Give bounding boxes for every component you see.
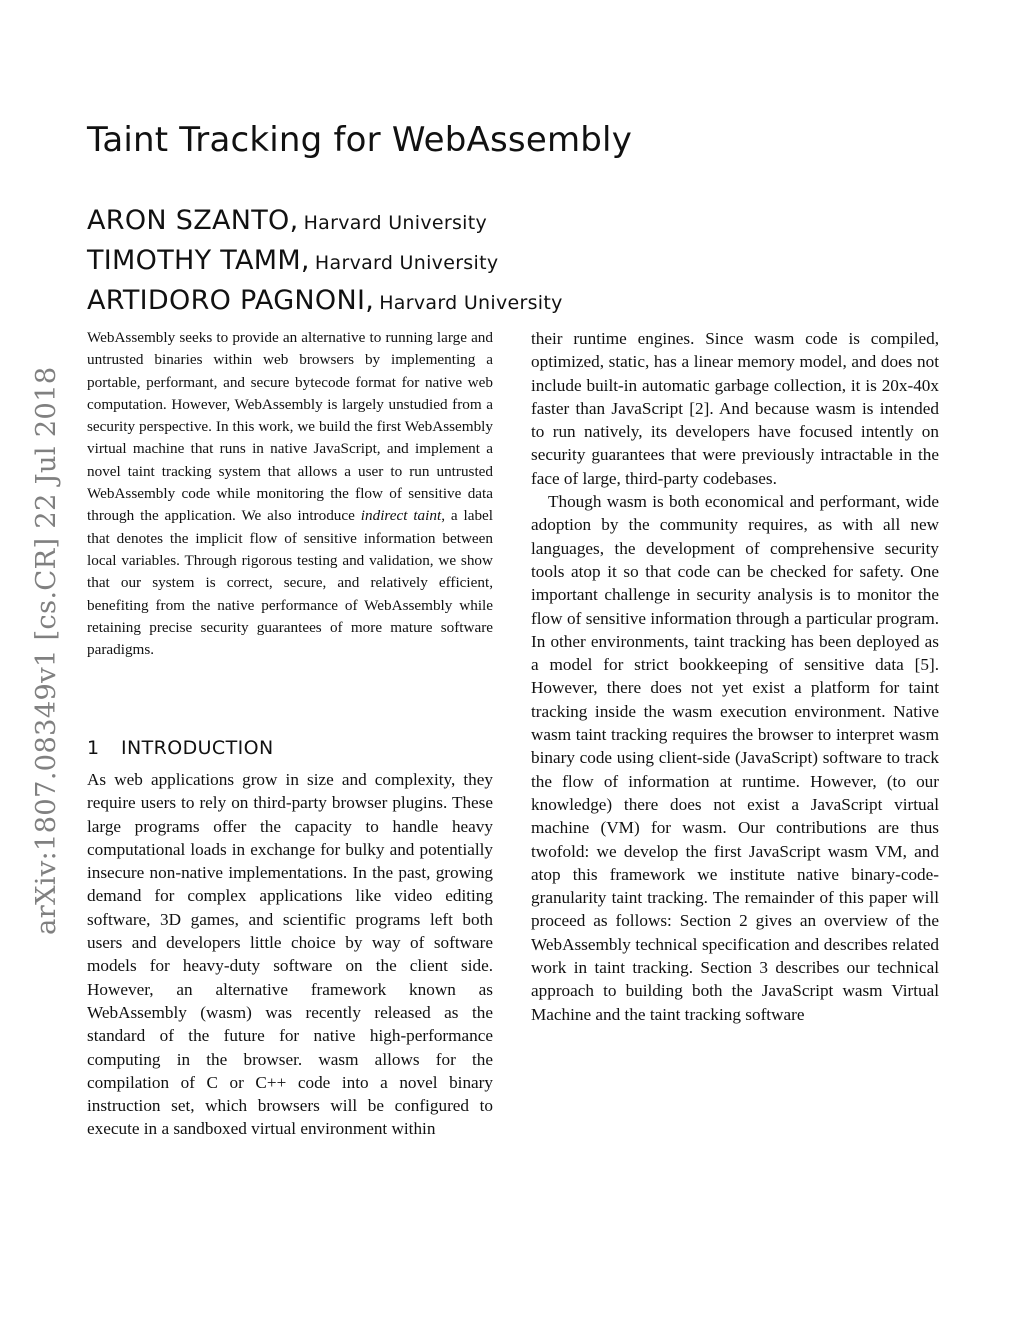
- intro-paragraph-continued: their runtime engines. Since wasm code is compiled, optimized, static, has a linear memory model, and does not include built-in automatic garbage collection, it is 20x-40x faster than JavaScript [2]. And because wasm is intended to run natively, its developers have focused intently on security guarantees that were previously intractable in the face of large, third-party codebases.: [531, 329, 939, 488]
- author-name: TIMOTHY TAMM,: [87, 245, 310, 276]
- abstract-text-continued: , a label that denotes the implicit flow of sensitive information between local variables. Through rigorous testing and validation, we show that our system is correct, secure, and relatively efficient, benefiting from the native performance of WebAssembly while retaining precise security guarantees of more mature software paradigms.: [87, 507, 494, 659]
- section-number: 1: [87, 737, 100, 759]
- abstract-emphasis: indirect taint: [360, 507, 442, 525]
- author-affiliation: Harvard University: [303, 212, 488, 234]
- abstract-text: WebAssembly seeks to provide an alternative to running large and untrusted binaries within web browsers by implementing a portable, performant, and secure bytecode format for native web computation. However, WebAssembly is largely unstudied from a security perspective. In this work, we build the first WebAssembly virtual machine that runs in native JavaScript, and implement a novel taint tracking system that allows a user to run untrusted WebAssembly code while monitoring the flow of sensitive data through the application. We also introduce: [87, 329, 493, 525]
- intro-paragraph-left: As web applications grow in size and complexity, they require users to rely on third-party browser plugins. These large programs offer the capacity to handle heavy computational loads in exchange for bulky and potentially insecure non-native implementations. In the past, growing demand for complex applications like video editing software, 3D games, and scientific programs left both users and developers little choice by way of software models for heavy-duty software on the client side. However, an alternative framework known as WebAssembly (wasm) was recently released as the standard of the future for native high-performance computing in the browser. wasm allows for the compilation of C or C++ code into a novel binary instruction set, which browsers will be configured to execute in a sandboxed virtual environment within: [87, 770, 493, 1139]
- intro-paragraph: Though wasm is both economical and performant, wide adoption by the community requires, as with all new languages, the development of comprehensive security tools atop it so that code can be checked for safety. One important challenge in security analysis is to monitor the flow of sensitive information through a particular program. In other environments, taint tracking has been deployed as a model for strict bookkeeping of sensitive data [5]. However, there does not yet exist a platform for taint tracking inside the wasm execution environment. Native wasm taint tracking requires the browser to interpret wasm binary code using client-side (JavaScript) software to track the flow of information at runtime. However, (to our knowledge) there does not exist a JavaScript virtual machine (VM) for wasm. Our contributions are thus twofold: we develop the first JavaScript wasm VM, and atop this framework we institute native binary-code-granularity taint tracking. The remainder of this paper will proceed as follows: Section 2 gives an overview of the WebAssembly technical specification and describes related work in taint tracking. Section 3 describes our technical approach to building both the JavaScript wasm Virtual Machine and the taint tracking software: [531, 492, 939, 1024]
- right-column: [531, 327, 939, 1026]
- author-entry: [87, 241, 563, 281]
- arxiv-identifier-stamp: arXiv:1807.08349v1 [cs.CR] 22 Jul 2018: [30, 366, 62, 935]
- author-list: [87, 201, 563, 321]
- section-title: INTRODUCTION: [121, 737, 274, 759]
- author-name: ARTIDORO PAGNONI,: [87, 285, 375, 316]
- section-heading-introduction: [87, 737, 274, 759]
- author-entry: [87, 201, 563, 241]
- author-name: ARON SZANTO,: [87, 205, 299, 236]
- author-entry: [87, 281, 563, 321]
- author-affiliation: Harvard University: [314, 252, 499, 274]
- author-affiliation: Harvard University: [379, 292, 563, 314]
- abstract: [87, 327, 493, 661]
- paper-title: Taint Tracking for WebAssembly: [87, 120, 633, 160]
